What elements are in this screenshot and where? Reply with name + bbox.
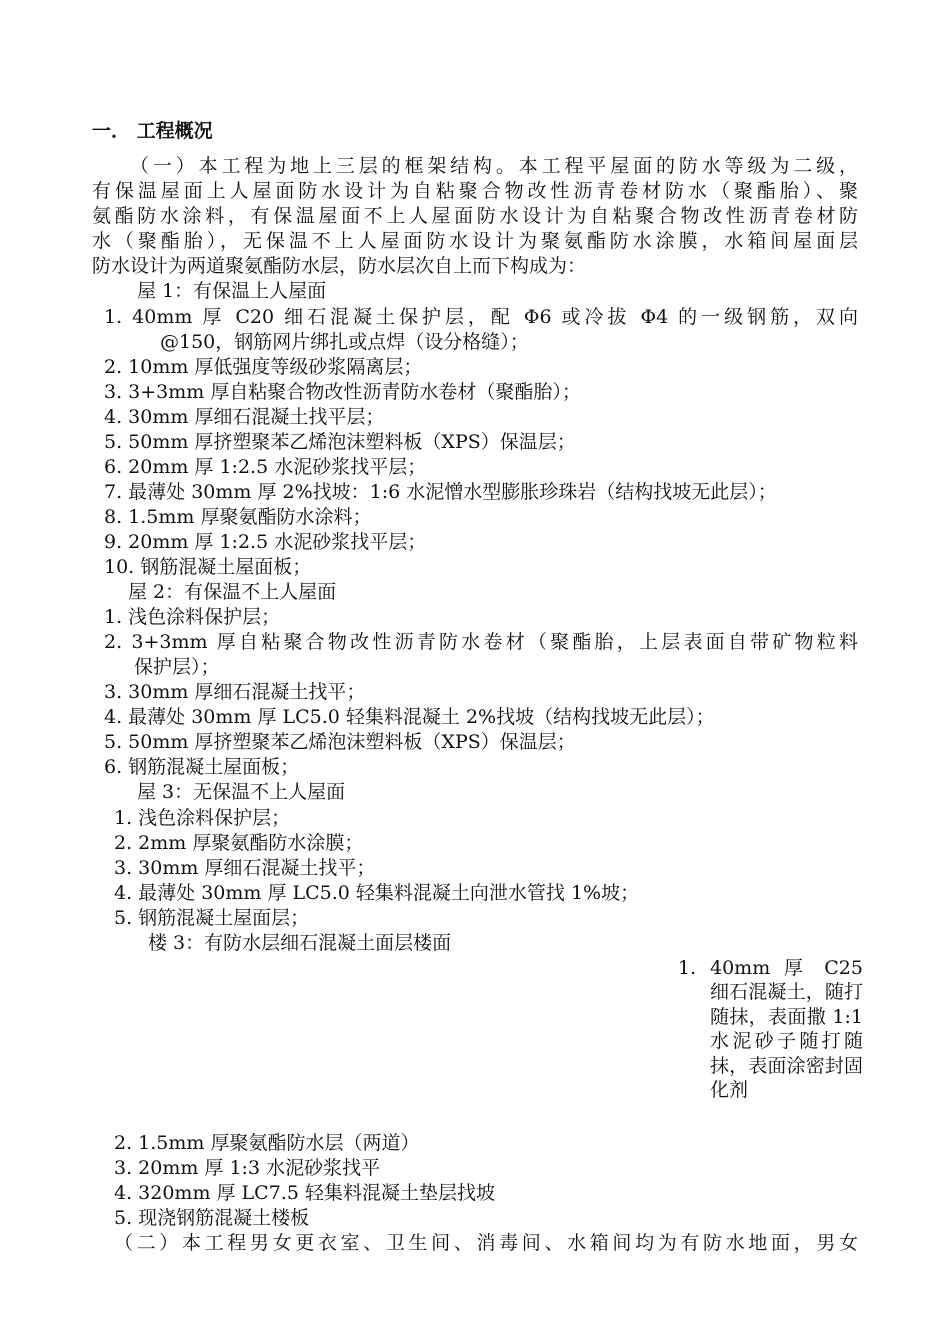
roof1-item-6: 6. 20mm 厚 1:2.5 水泥砂浆找平层； bbox=[104, 456, 427, 478]
roof1-item-8: 8. 1.5mm 厚聚氨酯防水涂料； bbox=[104, 506, 372, 528]
roof1-item-10: 10. 钢筋混凝土屋面板； bbox=[104, 556, 312, 578]
roof1-title: 屋 1：有保温上人屋面 bbox=[137, 280, 327, 302]
intro-line-1: （一）本工程为地上三层的框架结构。本工程平屋面的防水等级为二级， bbox=[130, 155, 858, 177]
roof2-item-2: 2. 3+3mm 厚自粘聚合物改性沥青防水卷材（聚酯胎，上层表面自带矿物粒料 bbox=[104, 631, 858, 653]
section2-line-1: （二）本工程男女更衣室、卫生间、消毒间、水箱间均为有防水地面，男女 bbox=[114, 1232, 858, 1254]
roof2-title: 屋 2：有保温不上人屋面 bbox=[128, 581, 337, 603]
roof1-item-9: 9. 20mm 厚 1:2.5 水泥砂浆找平层； bbox=[104, 531, 427, 553]
roof3-item-2: 2. 2mm 厚聚氨酯防水涂膜； bbox=[114, 832, 364, 854]
section-heading: 一． 工程概况 bbox=[92, 120, 213, 142]
roof3-item-4: 4. 最薄处 30mm 厚 LC5.0 轻集料混凝土向泄水管找 1%坡； bbox=[114, 882, 640, 904]
roof2-item-4: 4. 最薄处 30mm 厚 LC5.0 轻集料混凝土 2%找坡（结构找坡无此层）； bbox=[104, 706, 715, 728]
floor3-item-1 bbox=[678, 956, 863, 1102]
floor3-title: 楼 3：有防水层细石混凝土面层楼面 bbox=[148, 932, 452, 954]
roof1-item-2: 2. 10mm 厚低强度等级砂浆隔离层； bbox=[104, 356, 423, 378]
roof2-item-6: 6. 钢筋混凝土屋面板； bbox=[104, 756, 300, 778]
roof3-item-3: 3. 30mm 厚细石混凝土找平； bbox=[114, 857, 376, 879]
floor3-item-5: 5. 现浇钢筋混凝土楼板 bbox=[114, 1207, 310, 1229]
roof1-item-4: 4. 30mm 厚细石混凝土找平层； bbox=[104, 406, 385, 428]
floor3-item-1-number: 1. bbox=[678, 957, 697, 979]
roof2-item-2-cont: 保护层）； bbox=[134, 656, 220, 678]
roof1-item-1-cont: @150，钢筋网片绑扎或点焊（设分格缝）； bbox=[160, 331, 529, 353]
roof1-item-5: 5. 50mm 厚挤塑聚苯乙烯泡沫塑料板（XPS）保温层； bbox=[104, 431, 576, 453]
roof1-item-3: 3. 3+3mm 厚自粘聚合物改性沥青防水卷材（聚酯胎）； bbox=[104, 381, 581, 403]
floor3-item-2: 2. 1.5mm 厚聚氨酯防水层（两道） bbox=[114, 1132, 420, 1154]
intro-line-5: 防水设计为两道聚氨酯防水层，防水层次自上而下构成为： bbox=[92, 255, 587, 277]
roof2-item-1: 1. 浅色涂料保护层； bbox=[104, 606, 281, 628]
floor3-item-4: 4. 320mm 厚 LC7.5 轻集料混凝土垫层找坡 bbox=[114, 1182, 495, 1204]
roof2-item-3: 3. 30mm 厚细石混凝土找平； bbox=[104, 681, 366, 703]
roof3-item-1: 1. 浅色涂料保护层； bbox=[114, 807, 291, 829]
intro-line-2: 有保温屋面上人屋面防水设计为自粘聚合物改性沥青卷材防水（聚酯胎）、聚 bbox=[92, 180, 858, 202]
roof2-item-5: 5. 50mm 厚挤塑聚苯乙烯泡沫塑料板（XPS）保温层； bbox=[104, 731, 576, 753]
roof3-item-5: 5. 钢筋混凝土屋面层； bbox=[114, 907, 310, 929]
roof1-item-7: 7. 最薄处 30mm 厚 2%找坡：1:6 水泥憎水型膨胀珍珠岩（结构找坡无此层）； bbox=[104, 481, 777, 503]
roof1-item-1: 1. 40mm 厚 C20 细石混凝土保护层，配 Φ6 或冷拔 Φ4 的一级钢筋，双向 bbox=[104, 306, 858, 328]
intro-line-3: 氨酯防水涂料，有保温屋面不上人屋面防水设计为自粘聚合物改性沥青卷材防 bbox=[92, 205, 858, 227]
roof3-title: 屋 3：无保温不上人屋面 bbox=[137, 781, 346, 803]
floor3-item-1-text: 40mm 厚 C25 细石混凝土，随打随抹，表面撒 1:1 水泥砂子随打随抹，表面涂密封固化剂 bbox=[710, 957, 863, 1102]
intro-line-4: 水（聚酯胎），无保温不上人屋面防水设计为聚氨酯防水涂膜，水箱间屋面层 bbox=[92, 230, 858, 252]
floor3-item-3: 3. 20mm 厚 1:3 水泥砂浆找平 bbox=[114, 1157, 381, 1179]
